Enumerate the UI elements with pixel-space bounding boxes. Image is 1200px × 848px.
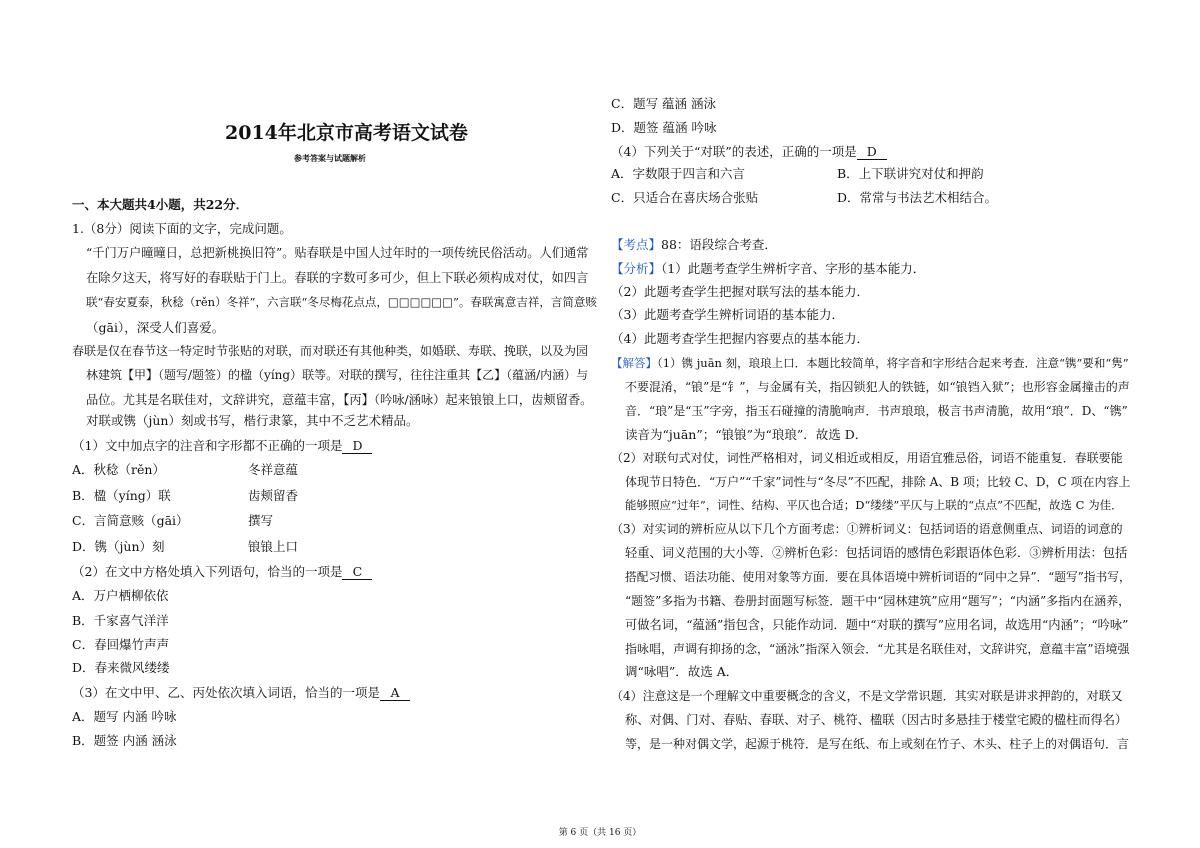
option-b: B．千家喜气洋洋 [72, 613, 169, 628]
jieda-tag: 【解答】 [611, 356, 657, 370]
option-a-word: 冬祥意蕴 [248, 462, 299, 477]
jieda-line [611, 355, 1129, 371]
option-c: C．题写 蕴涵 涵泳 [611, 96, 717, 111]
fenxi-line [611, 261, 925, 277]
option-d: D．题签 蕴涵 吟咏 [611, 120, 717, 135]
jieda-line: 体现节日特色．“万户”“千家”词性与“冬尽”不匹配，排除 A、B 项；比较 C、D，C 项在内容上 [625, 475, 1131, 489]
fenxi-line: （3）此题考查学生辨析词语的基本能力． [611, 307, 844, 322]
option-d: D．春来微风缕缕 [72, 660, 170, 675]
answer-blank: A [380, 686, 410, 701]
option-c-word: 撰写 [248, 513, 274, 528]
question-stem: （4）下列关于“对联”的表述，正确的一项是 [611, 144, 857, 159]
answer-blank: D [857, 145, 887, 160]
answer-blank: D [342, 439, 372, 454]
jieda-line: （4）注意这是一个理解文中重要概念的含义，不是文学常识题．其实对联是讲求押韵的，对联又 [611, 689, 1123, 703]
question-1 [72, 438, 372, 454]
question-4 [611, 144, 887, 160]
jieda-line: 指咏唱，声调有抑扬的念，“涵泳”指深入领会．“尤其是名联佳对，文辞讲究，意蕴丰富”语境强 [625, 642, 1130, 656]
jieda-line: 调“咏唱”．故选 A． [625, 664, 739, 679]
passage-line: 林建筑【甲】（题写/题签）的楹（yíng）联等。对联的撰写，往往注重其【乙】（蕴涵/内涵）与 [86, 368, 589, 382]
jieda-line: （3）对实词的辨析应从以下几个方面考虑：①辨析词义：包括词语的语意侧重点、词语的词意的 [611, 522, 1123, 536]
option-a: A．字数限于四言和六言 [611, 166, 746, 181]
option-b: B．楹（yíng）联 [72, 488, 171, 503]
fenxi-tag: 【分析】 [611, 261, 662, 276]
jieda-text: （1）镌 juān 刻，琅琅上口．本题比较简单，将字音和字形结合起来考查．注意“镌”要和“隽” [657, 356, 1129, 370]
jieda-line: 等，是一种对偶文学，起源于桃符．是写在纸、布上或刻在竹子、木头、柱子上的对偶语句．言 [625, 737, 1130, 751]
jieda-line: 搭配习惯、语法功能、使用对象等方面．要在具体语境中辨析词语的“同中之异”．“题写”指书写， [625, 570, 1131, 584]
jieda-line: 轻重、词义范围的大小等．②辨析色彩：包括词语的感情色彩跟语体色彩．③辨析用法：包括 [625, 546, 1128, 560]
passage-line: 品位。尤其是名联佳对，文辞讲究，意蕴丰富，【丙】（吟咏/涵咏）起来锒锒上口，齿颊留香。 [86, 393, 593, 407]
jieda-line: 音．“琅”是“玉”字旁，指玉石碰撞的清脆响声．书声琅琅，极言书声清脆，故用“琅”．D、“镌” [625, 404, 1128, 418]
option-d: D．常常与书法艺术相结合。 [837, 190, 998, 205]
page-title: 2014年北京市高考语文试卷 [225, 122, 468, 144]
jieda-line: “题签”多指为书籍、卷册封面题写标签．题干中“园林建筑”应用“题写”；“内涵”多指内在涵养， [625, 594, 1131, 608]
jieda-line: 能够照应“过年”，词性、结构、平仄也合适；D“缕缕”平仄与上联的“点点”不匹配，故选 C 为佳． [625, 498, 1123, 512]
option-b-word: 齿颊留香 [248, 488, 299, 503]
option-a: A．题写 内涵 吟咏 [72, 709, 177, 724]
jieda-line: 可做名词，“蕴涵”指包含，只能作动词．题中“对联的撰写”应用名词，故选用“内涵”；“吟咏” [625, 618, 1129, 632]
passage-line: 对联或镌（jùn）刻或书写，楷行隶篆，其中不乏艺术精品。 [86, 413, 419, 428]
question-stem: （2）在文中方格处填入下列语句，恰当的一项是 [72, 564, 343, 579]
passage-line: （gāi），深受人们喜爱。 [86, 320, 225, 335]
jieda-line: 读音为“juān”；“锒锒”为“琅琅”．故选 D． [625, 427, 868, 442]
question-3 [72, 685, 410, 701]
question-stem: （3）在文中甲、乙、丙处依次填入词语，恰当的一项是 [72, 685, 380, 700]
kaodian-line [611, 237, 777, 253]
jieda-line: （2）对联句式对仗，词性严格相对，词义相近或相反，用语宜雅忌俗，词语不能重复．春联要能 [611, 451, 1123, 465]
passage-line: 在除夕这天，将写好的春联贴于门上。春联的字数可多可少，但上下联必须构成对仗，如四言 [86, 271, 589, 285]
option-a: A．万户栖柳依依 [72, 588, 169, 603]
passage-line: 1.（8分）阅读下面的文字，完成问题。 [72, 221, 292, 236]
kaodian-tag: 【考点】 [611, 237, 662, 252]
option-c: C．只适合在喜庆场合张贴 [611, 190, 759, 205]
jieda-line: 不要混淆，“锒”是“钅”，与金属有关，指囚锁犯人的铁链，如“锒铛入狱”；也形容金属撞击的声 [625, 380, 1130, 394]
fenxi-line: （4）此题考查学生把握内容要点的基本能力． [611, 331, 869, 346]
page-footer: 第 6 页（共 16 页） [558, 828, 642, 838]
passage-line: 春联是仅在春节这一特定时节张贴的对联，而对联还有其他种类，如婚联、寿联、挽联，以及为园 [72, 344, 589, 358]
fenxi-line: （2）此题考查学生把握对联写法的基本能力． [611, 284, 869, 299]
fenxi-text: （1）此题考查学生辨析字音、字形的基本能力． [661, 261, 926, 276]
option-c: C．春回爆竹声声 [72, 637, 170, 652]
question-2 [72, 564, 372, 580]
option-b: B．题签 内涵 涵泳 [72, 733, 177, 748]
question-stem: （1）文中加点字的注音和字形都不正确的一项是 [72, 438, 343, 453]
option-d-word: 锒锒上口 [248, 539, 299, 554]
option-c: C．言简意赅（gāi） [72, 513, 189, 528]
option-b: B．上下联讲究对仗和押韵 [837, 166, 984, 181]
section-heading: 一、本大题共4小题，共22分． [72, 197, 249, 212]
passage-line: “千门万户曈曈日，总把新桃换旧符”。贴春联是中国人过年时的一项传统民俗活动。人们通常 [86, 246, 589, 260]
page-subtitle: 参考答案与试题解析 [294, 153, 366, 163]
answer-blank: C [342, 565, 372, 580]
option-d: D．镌（jùn）刻 [72, 539, 165, 554]
option-a: A．秋稔（rěn） [72, 462, 165, 477]
jieda-line: 称、对偶、门对、春贴、春联、对子、桃符、楹联（因古时多悬挂于楼堂宅殿的楹柱而得名） [625, 713, 1128, 727]
kaodian-text: 88：语段综合考查． [661, 237, 777, 252]
passage-line: 联“春安夏泰，秋稔（rěn）冬祥”，六言联“冬尽梅花点点，□□□□□□”。春联寓意吉祥，言简意赅 [86, 295, 597, 309]
